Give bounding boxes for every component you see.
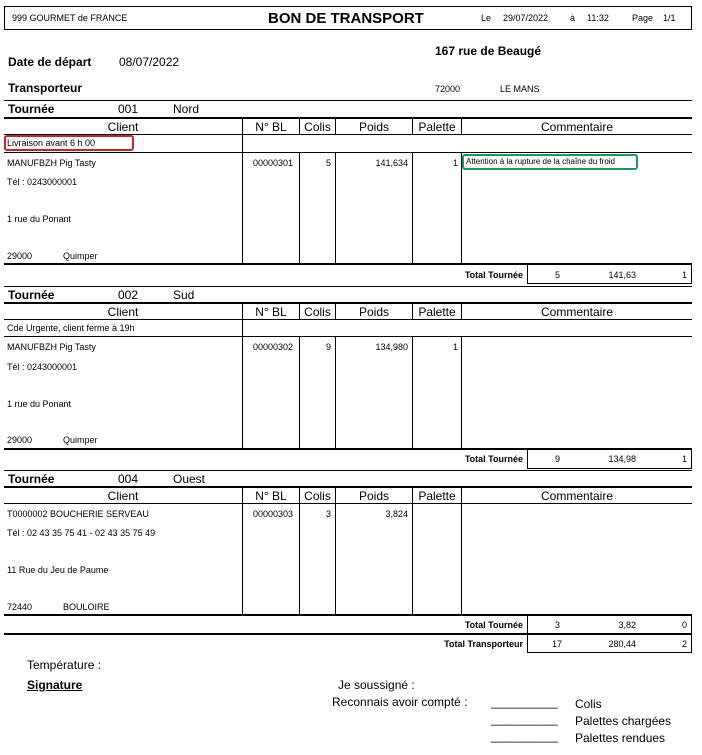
col-sep	[412, 302, 413, 319]
col-sep	[461, 486, 462, 615]
reconnais-label: Reconnais avoir compté :	[332, 695, 468, 709]
col-sep	[461, 336, 462, 449]
divider	[4, 152, 692, 153]
client-postcode: 29000	[7, 435, 33, 445]
poids-value: 134,980	[375, 342, 408, 352]
divider	[4, 100, 692, 101]
total-poids: 141,63	[608, 270, 636, 280]
print-time: 11:32	[587, 13, 609, 23]
divider	[4, 302, 692, 304]
total-transporteur-label: Total Transporteur	[444, 639, 523, 649]
client-phone: Tél : 0243000001	[7, 362, 78, 372]
colis-blank: __________	[491, 695, 558, 709]
document-title: BON DE TRANSPORT	[268, 10, 424, 27]
client-phone: Tél : 0243000001	[7, 177, 78, 187]
col-palette: Palette	[418, 120, 456, 134]
divider	[4, 503, 692, 504]
total-poids: 3,82	[618, 620, 636, 630]
divider	[4, 336, 692, 337]
client-city: BOULOIRE	[63, 602, 110, 612]
palettes-chargees-blank: __________	[491, 712, 558, 726]
colis-value: 9	[325, 342, 331, 352]
col-sep	[299, 336, 300, 449]
client-street: 11 Rue du Jeu de Paume	[7, 565, 109, 575]
palette-value: 1	[452, 158, 458, 168]
col-client: Client	[107, 120, 139, 134]
col-sep	[691, 450, 692, 469]
col-poids: Poids	[358, 489, 390, 503]
temperature-label: Température :	[27, 658, 102, 672]
divider	[4, 117, 692, 119]
col-poids: Poids	[358, 305, 390, 319]
address-street: 167 rue de Beaugé	[435, 44, 542, 58]
tournee-label: Tournée	[8, 472, 55, 486]
grand-total-palette: 2	[681, 639, 687, 649]
col-bl: N° BL	[255, 305, 287, 319]
grand-total-poids: 280,44	[608, 639, 636, 649]
col-sep	[299, 117, 300, 134]
palette-value: 1	[452, 342, 458, 352]
col-sep	[412, 117, 413, 134]
client-phone: Tél : 02 43 35 75 41 - 02 43 35 75 49	[7, 528, 156, 538]
col-colis: Colis	[304, 305, 331, 319]
page-number: 1/1	[663, 13, 676, 23]
poids-value: 141,634	[375, 158, 408, 168]
col-sep	[461, 152, 462, 264]
tournee-name: Sud	[173, 288, 195, 302]
col-sep	[242, 117, 243, 264]
col-sep	[335, 336, 336, 449]
poids-value: 3,824	[385, 509, 408, 519]
divider	[4, 633, 692, 635]
client-city: Quimper	[63, 251, 98, 261]
total-tournee-label: Total Tournée	[464, 270, 523, 280]
colis-label: Colis	[575, 697, 602, 711]
col-sep	[461, 117, 462, 134]
client-name: MANUFBZH Pig Tasty	[7, 342, 96, 352]
col-bl: N° BL	[255, 120, 287, 134]
comment-text: Attention à la rupture de la chaîne du froid	[466, 157, 615, 166]
print-date-label: Le	[481, 13, 492, 23]
transporteur-label: Transporteur	[8, 81, 83, 95]
total-colis: 3	[555, 620, 561, 630]
col-sep	[299, 302, 300, 319]
col-sep	[299, 152, 300, 264]
col-sep	[412, 152, 413, 264]
col-bl: N° BL	[255, 489, 287, 503]
col-colis: Colis	[304, 120, 331, 134]
tournee-number: 004	[118, 472, 139, 486]
divider	[4, 470, 692, 471]
total-colis: 9	[555, 454, 561, 464]
col-sep	[527, 265, 528, 283]
col-client: Client	[107, 305, 139, 319]
total-poids: 134,98	[608, 454, 636, 464]
tournee-label: Tournée	[8, 102, 55, 116]
col-sep	[335, 302, 336, 319]
company-name: 999 GOURMET de FRANCE	[12, 13, 128, 23]
address-city: LE MANS	[500, 84, 540, 94]
divider	[527, 652, 692, 653]
col-commentaire: Commentaire	[540, 305, 614, 319]
col-colis: Colis	[304, 489, 331, 503]
client-street: 1 rue du Ponant	[7, 214, 72, 224]
col-commentaire: Commentaire	[540, 120, 614, 134]
total-palette: 0	[681, 620, 687, 630]
col-sep	[412, 486, 413, 615]
divider	[527, 468, 692, 469]
client-name: T0000002 BOUCHERIE SERVEAU	[7, 509, 149, 519]
signature-label: Signature	[27, 678, 83, 692]
palettes-chargees-label: Palettes chargées	[575, 714, 672, 728]
total-palette: 1	[681, 454, 687, 464]
col-sep	[527, 635, 528, 653]
col-sep	[691, 265, 692, 284]
address-postcode: 72000	[435, 84, 461, 94]
divider	[4, 286, 692, 287]
col-sep	[527, 616, 528, 634]
col-palette: Palette	[418, 489, 456, 503]
total-colis: 5	[555, 270, 561, 280]
col-sep	[335, 117, 336, 134]
client-name: MANUFBZH Pig Tasty	[7, 158, 96, 168]
tournee-instruction: Livraison avant 6 h 00	[7, 138, 96, 148]
depart-date: 08/07/2022	[119, 55, 180, 69]
divider	[4, 614, 692, 616]
client-street: 1 rue du Ponant	[7, 399, 72, 409]
bl-number: 00000301	[253, 158, 294, 168]
bl-number: 00000303	[253, 509, 294, 519]
palettes-rendues-blank: __________	[491, 729, 558, 743]
divider	[4, 486, 692, 488]
grand-total-colis: 17	[552, 639, 563, 649]
total-tournee-label: Total Tournée	[464, 620, 523, 630]
colis-value: 5	[325, 158, 331, 168]
bl-number: 00000302	[253, 342, 294, 352]
print-date: 29/07/2022	[503, 13, 549, 23]
col-sep	[242, 302, 243, 449]
col-sep	[299, 486, 300, 615]
palettes-rendues-label: Palettes rendues	[575, 731, 666, 745]
divider	[4, 319, 692, 320]
divider	[4, 448, 692, 450]
col-sep	[527, 450, 528, 468]
print-time-label: à	[570, 13, 576, 23]
col-sep	[691, 616, 692, 634]
col-client: Client	[107, 489, 139, 503]
col-sep	[461, 302, 462, 319]
tournee-number: 001	[118, 102, 139, 116]
soussigne-label: Je soussigné :	[338, 678, 415, 692]
col-sep	[242, 486, 243, 615]
col-sep	[335, 152, 336, 264]
total-tournee-label: Total Tournée	[464, 454, 523, 464]
tournee-name: Nord	[173, 102, 200, 116]
col-sep	[691, 635, 692, 653]
tournee-label: Tournée	[8, 288, 55, 302]
client-city: Quimper	[63, 435, 98, 445]
client-postcode: 29000	[7, 251, 33, 261]
page-label: Page	[632, 13, 654, 23]
col-poids: Poids	[358, 120, 390, 134]
depart-label: Date de départ	[8, 55, 92, 69]
client-postcode: 72440	[7, 602, 33, 612]
total-palette: 1	[681, 270, 687, 280]
tournee-name: Ouest	[173, 472, 206, 486]
col-sep	[335, 486, 336, 615]
divider	[4, 263, 692, 265]
tournee-number: 002	[118, 288, 139, 302]
col-palette: Palette	[418, 305, 456, 319]
tournee-instruction: Cde Urgente, client ferme à 19h	[7, 323, 135, 333]
col-sep	[412, 336, 413, 449]
colis-value: 3	[325, 509, 331, 519]
col-commentaire: Commentaire	[540, 489, 614, 503]
divider	[527, 283, 692, 284]
